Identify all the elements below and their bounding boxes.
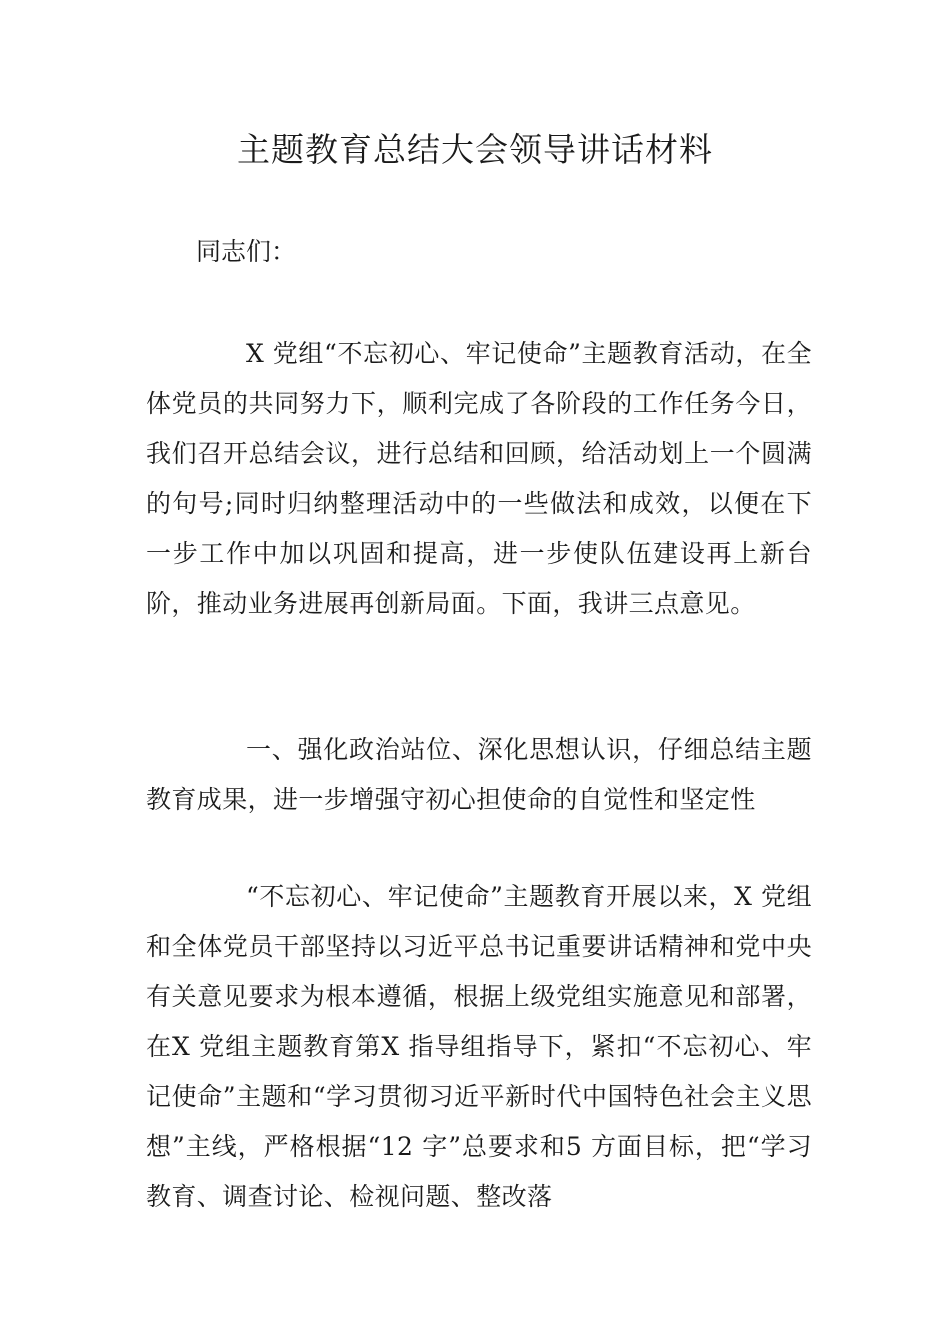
document-title: 主题教育总结大会领导讲话材料 [237,130,713,169]
body-paragraph-section-one: “不忘初心、牢记使命”主题教育开展以来，X 党组和全体党员干部坚持以习近平总书记重要讲话精神和党中央有关意见要求为根本遵循，根据上级党组实施意见和部署，在X 党组主题教育第X 指导组指导下，紧扣“不忘初心、牢记使命”主题和“学习贯彻习近平新时代中国特色社会主义思想”主线，严格根据“12 字”总要求和5 方面目标，把“学习教育、调查讨论、检视问题、整改落 [146,882,812,1211]
body-paragraph-intro: X 党组“不忘初心、牢记使命”主题教育活动，在全体党员的共同努力下，顺利完成了各阶段的工作任务今日，我们召开总结会议，进行总结和回顾，给活动划上一个圆满的句号;同时归纳整理活动中的一些做法和成效，以便在下一步工作中加以巩固和提高，进一步使队伍建设再上新台阶，推动业务进展再创新局面。下面，我讲三点意见。 [146,339,812,618]
section-heading-one: 一、强化政治站位、深化思想认识，仔细总结主题教育成果，进一步增强守初心担使命的自觉性和坚定性 [146,735,812,814]
salutation: 同志们： [196,237,297,266]
